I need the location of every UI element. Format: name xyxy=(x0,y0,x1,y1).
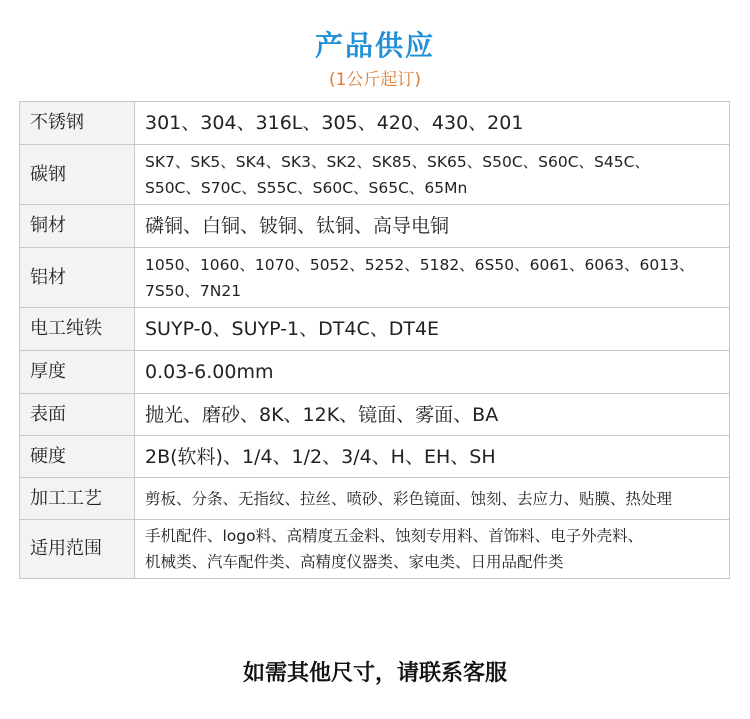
value-line: S50C、S70C、S55C、S60C、S65C、65Mn xyxy=(145,178,468,197)
row-label-surface: 表面 xyxy=(20,394,135,436)
table-row xyxy=(20,436,730,478)
row-label-copper: 铜材 xyxy=(20,205,135,248)
table-row xyxy=(20,351,730,394)
table-row xyxy=(20,394,730,436)
min-order-note: (1公斤起订) xyxy=(328,70,422,90)
row-label-aluminum: 铝材 xyxy=(20,248,135,308)
row-label-electrical-iron: 电工纯铁 xyxy=(20,308,135,351)
product-spec-table xyxy=(19,101,730,579)
table-row xyxy=(20,102,730,145)
contact-note: 如需其他尺寸，请联系客服 xyxy=(242,661,507,686)
row-label-thickness: 厚度 xyxy=(20,351,135,394)
table-row xyxy=(20,478,730,520)
table-row xyxy=(20,308,730,351)
row-label-carbon-steel: 碳钢 xyxy=(20,145,135,205)
value-line: SK7、SK5、SK4、SK3、SK2、SK85、SK65、S50C、S60C、S45C、 xyxy=(145,152,650,171)
row-label-hardness: 硬度 xyxy=(20,436,135,478)
row-value-hardness: 2B(软料)、1/4、1/2、3/4、H、EH、SH xyxy=(135,436,730,478)
row-value-processing: 剪板、分条、无指纹、拉丝、喷砂、彩色镜面、蚀刻、去应力、贴膜、热处理 xyxy=(135,478,730,520)
row-label-stainless: 不锈钢 xyxy=(20,102,135,145)
row-label-applications: 适用范围 xyxy=(20,520,135,579)
table-row xyxy=(20,248,730,308)
row-label-processing: 加工工艺 xyxy=(20,478,135,520)
page-title: 产品供应 xyxy=(314,29,435,62)
row-value-surface: 抛光、磨砂、8K、12K、镜面、雾面、BA xyxy=(135,394,730,436)
row-value-copper: 磷铜、白铜、铍铜、钛铜、高导电铜 xyxy=(135,205,730,248)
row-value-carbon-steel xyxy=(135,145,730,205)
row-value-applications xyxy=(135,520,730,579)
value-line: 机械类、汽车配件类、高精度仪器类、家电类、日用品配件类 xyxy=(145,553,564,571)
table-row xyxy=(20,520,730,579)
value-line: 1050、1060、1070、5052、5252、5182、6S50、6061、6063、6013、 xyxy=(145,255,695,274)
row-value-stainless: 301、304、316L、305、420、430、201 xyxy=(135,102,730,145)
table-row xyxy=(20,145,730,205)
row-value-thickness: 0.03-6.00mm xyxy=(135,351,730,394)
value-line: 7S50、7N21 xyxy=(145,281,242,300)
row-value-electrical-iron: SUYP-0、SUYP-1、DT4C、DT4E xyxy=(135,308,730,351)
row-value-aluminum xyxy=(135,248,730,308)
table-row xyxy=(20,205,730,248)
value-line: 手机配件、logo料、高精度五金料、蚀刻专用料、首饰料、电子外壳料、 xyxy=(145,527,644,545)
